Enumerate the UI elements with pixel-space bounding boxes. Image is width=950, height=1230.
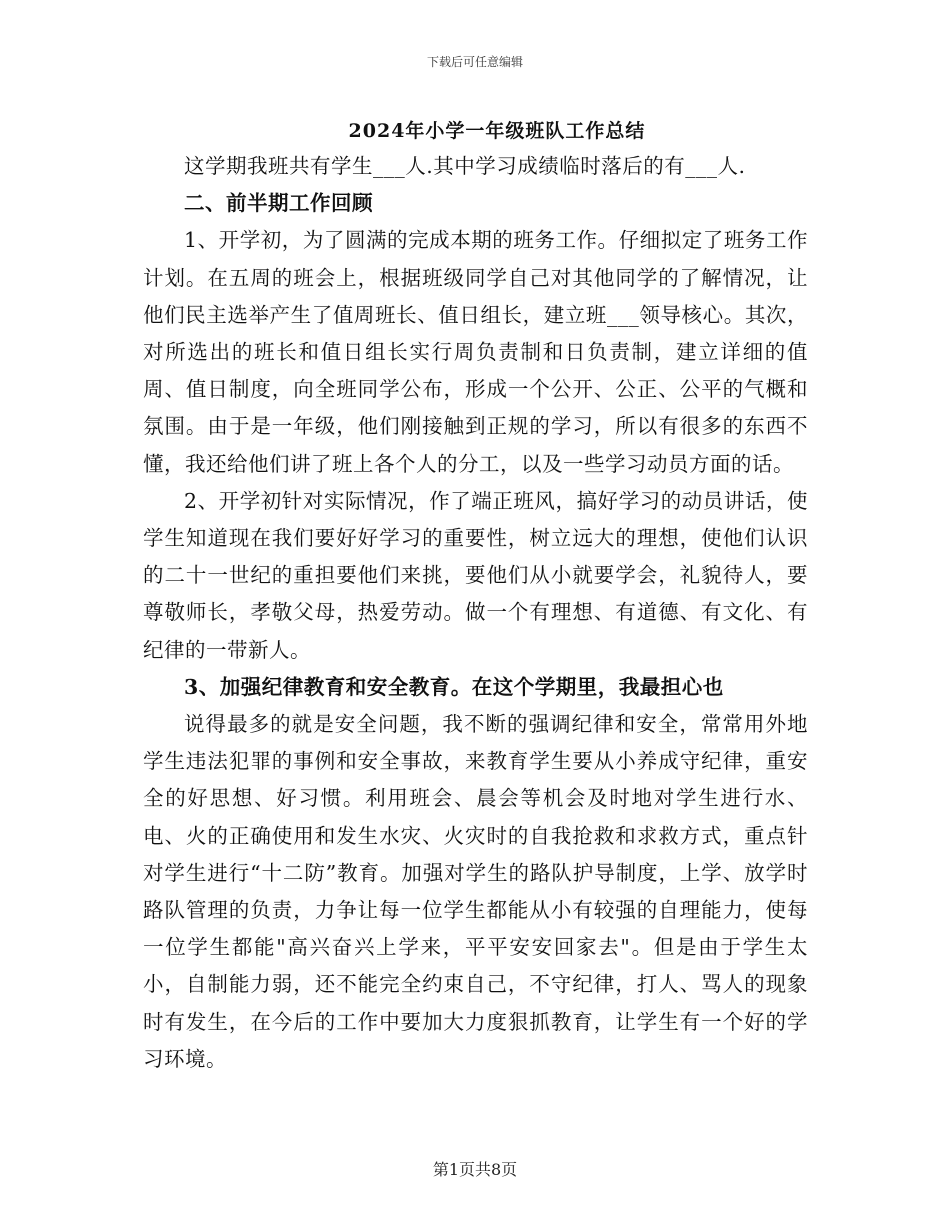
document-title: 2024年小学一年级班队工作总结 xyxy=(348,120,646,142)
header-note: 下载后可任意编辑 xyxy=(426,55,523,69)
page-number: 第1页共8页 xyxy=(432,1160,518,1179)
intro-paragraph: 这学期我班共有学生___人.其中学习成绩临时落后的有___人. xyxy=(184,154,746,178)
body-paragraph: 2、开学初针对实际情况，作了端正班风，搞好学习的动员讲话，使学生知道现在我们要好好学习的重要性，树立远大的理想，使他们认识的二十一世纪的重担要他们来挑，要他们从小就要学会，礼貌待人，要尊敬师长，孝敬父母，热爱劳动。做一个有理想、有道德、有文化、有纪律的一带新人。 xyxy=(143,488,808,662)
section-heading: 二、前半期工作回顾 xyxy=(184,191,373,216)
subsection-heading: 3、加强纪律教育和安全教育。在这个学期里，我最担心也 xyxy=(184,674,724,699)
body-paragraph: 1、开学初，为了圆满的完成本期的班务工作。仔细拟定了班务工作计划。在五周的班会上，根据班级同学自己对其他同学的了解情况，让他们民主选举产生了值周班长、值日组长，建立班___领导核心。其次，对所选出的班长和值日组长实行周负责制和日负责制，建立详细的值周、值日制度，向全班同学公布，形成一个公开、公正、公平的气概和氛围。由于是一年级，他们刚接触到正规的学习，所以有很多的东西不懂，我还给他们讲了班上各个人的分工，以及一些学习动员方面的话。 xyxy=(143,228,808,476)
body-paragraph: 说得最多的就是安全问题，我不断的强调纪律和安全，常常用外地学生违法犯罪的事例和安全事故，来教育学生要从小养成守纪律，重安全的好思想、好习惯。利用班会、晨会等机会及时地对学生进行水、电、火的正确使用和发生水灾、火灾时的自我抢救和求救方式，重点针对学生进行“十二防”教育。加强对学生的路队护导制度，上学、放学时路队管理的负责，力争让每一位学生都能从小有较强的自理能力，使每一位学生都能"高兴奋兴上学来，平平安安回家去"。但是由于学生太小，自制能力弱，还不能完全约束自己，不守纪律，打人、骂人的现象时有发生，在今后的工作中要加大力度狠抓教育，让学生有一个好的学习环境。 xyxy=(143,712,808,1071)
document-body xyxy=(143,148,808,1078)
